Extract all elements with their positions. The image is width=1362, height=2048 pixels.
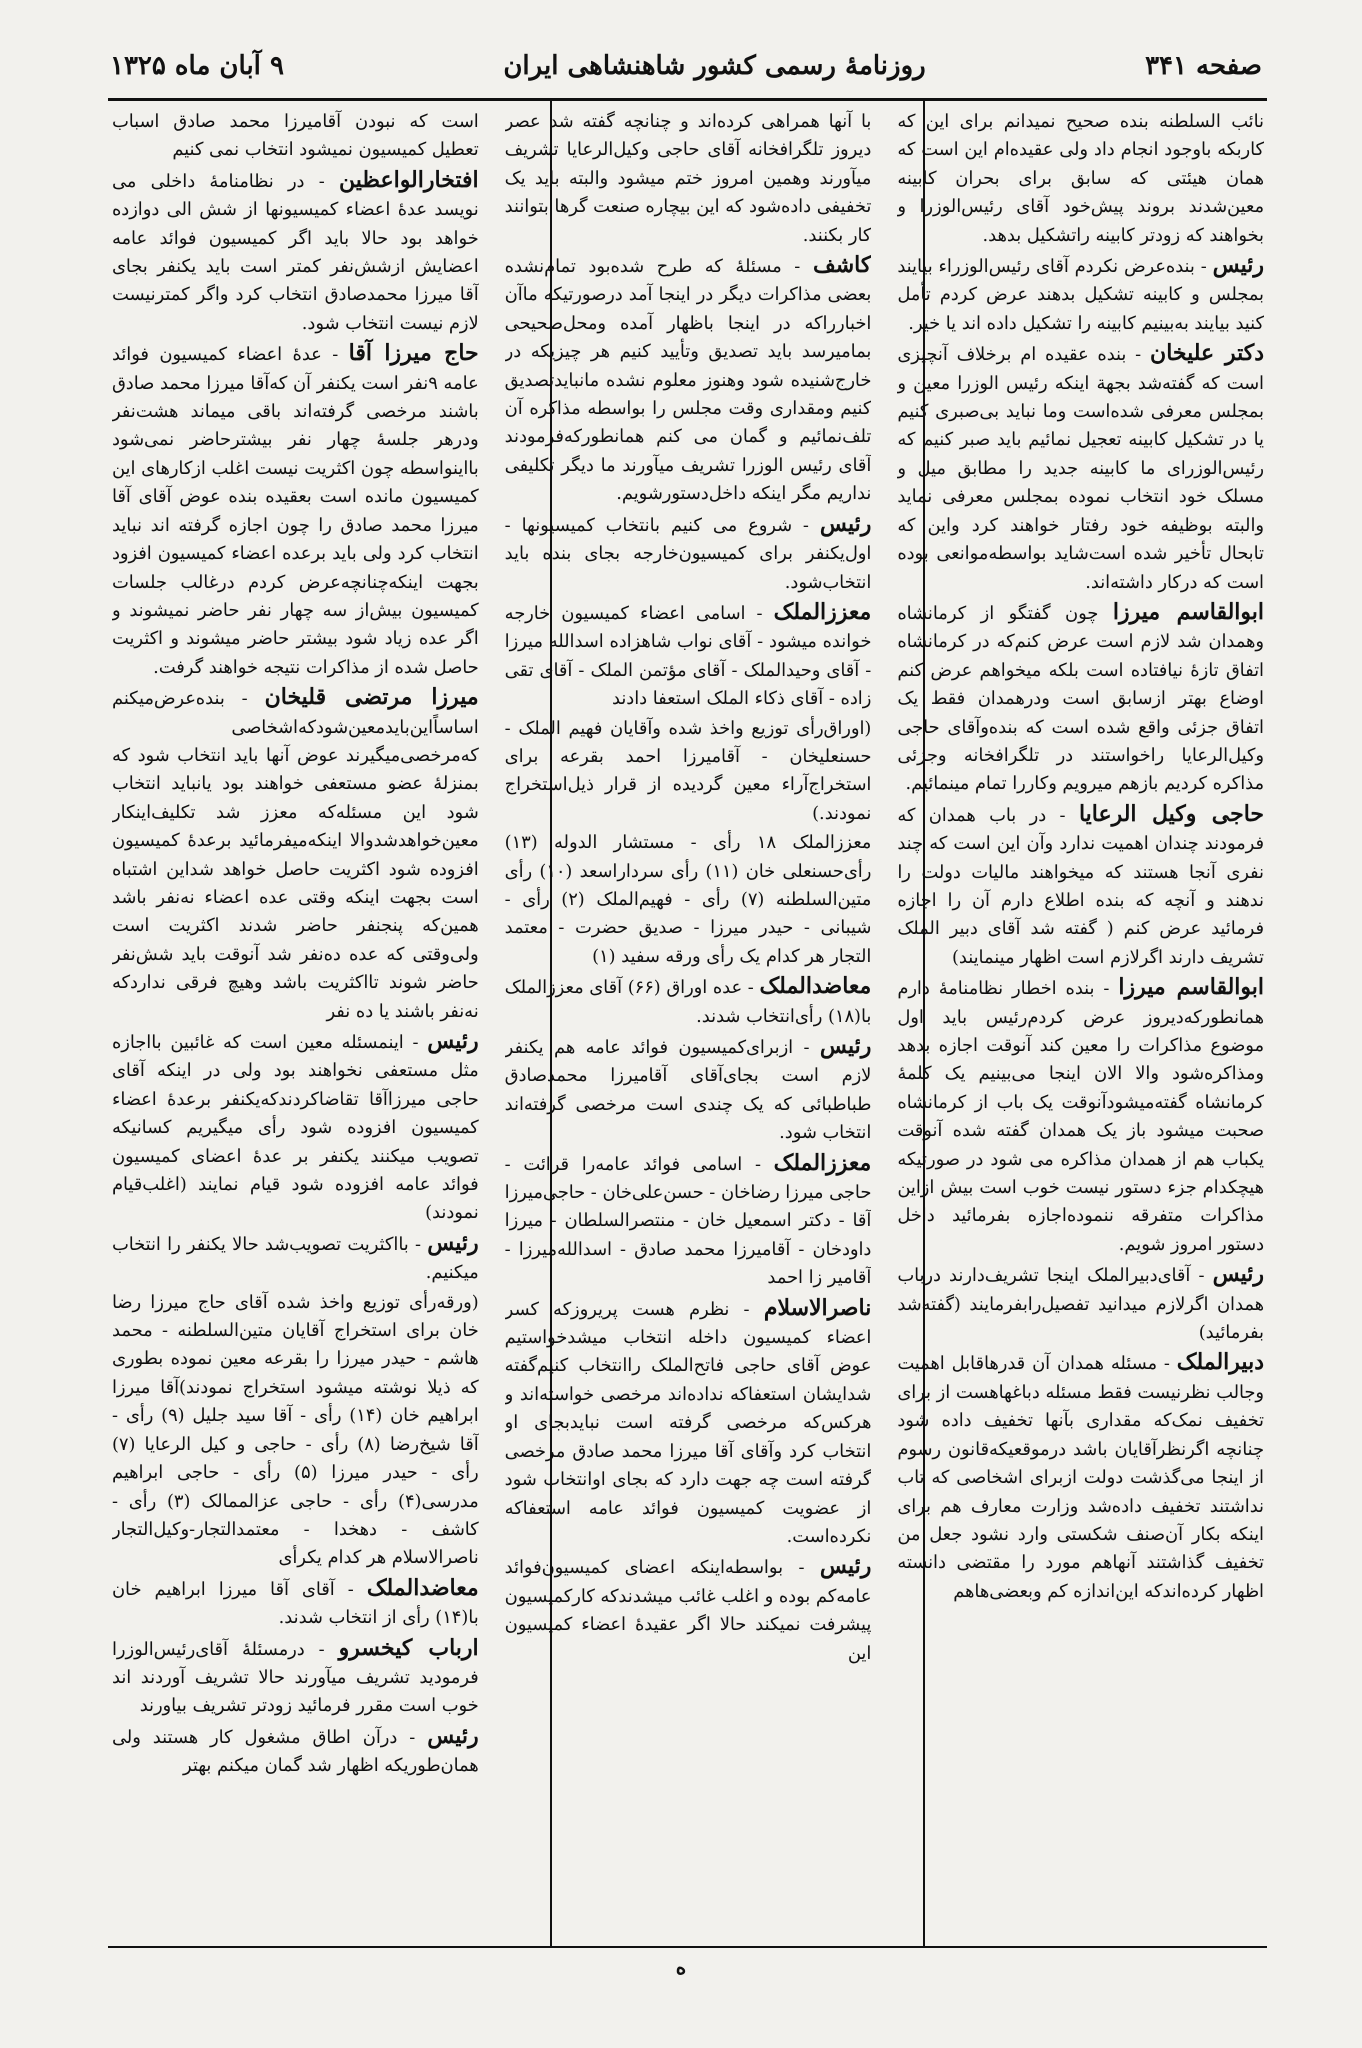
text-columns: [112, 108, 1264, 1938]
paragraph-text: - شروع می کنیم بانتخاب کمیسیونها - اول‌یکنفر برای کمیسیون‌خارجه بجای بنده باید انتخاب‌شود.: [504, 514, 872, 593]
paragraph-text: نائب السلطنه بنده صحیح نمیدانم برای این که کاربکه باوجود انجام داد ولی عقیده‌ام این است که همان هیئتی که سابق برای بحران کابینه معین‌شدند بروند پیش‌خود آقای رئیس‌الوزرا و بخواهند که زودتر کابینه راتشکیل بدهد.: [897, 111, 1264, 246]
paragraph-text: چون گفتگو از کرمانشاه وهمدان شد لازم است عرض کنم‌که در کرمانشاه اتفاق تازهٔ نیافتاده است بلکه میخواهم عرض کنم اوضاع بهتر ازسابق است ودرهمدان فقط یک اتفاق جزئی واقع شده است که بنده‌وآقای حاجی وکیل‌الرعایا راخواستند در تلگرافخانه وجزئی مذاکره کردیم بازهم میرویم وکاررا تمام مینمائیم.: [897, 602, 1264, 795]
speaker-name: حاج میرزا آقا: [348, 340, 479, 367]
paragraph-text: - بنده‌عرض‌میکنم اساساًاین‌بایدمعین‌شودکه‌اشخاصی که‌مرخصی‌میگیرند عوض آنها باید انتخاب شود که بمنزلهٔ عضو مستعفی خواهند بود یانباید انتخاب شود این مسئله‌که معزز شد تکلیف‌اینکار معین‌خواهدشدوالا اینکه‌میفرمائید برعدهٔ کمیسیون افزوده شود اکثریت حاصل خواهد شداین اشتباه است بجهت اینکه وقتی عده اعضاء نه‌نفر باشد همین‌که پنجنفر حاضر شدند اکثریت است ولی‌وقتی که عده ده‌نفر شد آنوقت باید شش‌نفر حاضر شوند تااکثریت باشد وهیچ فرقی نداردکه نه‌نفر باشند یا ده نفر: [111, 688, 479, 1022]
paragraph: [112, 108, 479, 165]
speaker-name: رئیس: [819, 1553, 872, 1580]
paragraph-text: - عده اوراق (۶۶) آقای معززالملک با(۱۸) رأی‌انتخاب شدند.: [504, 977, 872, 1027]
paragraph: [505, 1552, 872, 1668]
speaker-name: میرزا مرتضی قلیخان: [264, 684, 479, 711]
speaker-name: ابوالقاسم میرزا: [1118, 974, 1264, 1001]
paragraph-text: - مسئلهٔ که طرح شده‌بود تمام‌نشده بعضی مذاکرات دیگر در اینجا آمد درصورتیکه ماآن اخبارراکه در اینجا باظهار آمده ومحل‌صحیحی بمامیرسد باید تصدیق وتأیید کنیم هر چیزیکه در خارج‌شنیده شود وهنوز معلوم نشده مانباید‌تصدیق کنیم ومقداری وقت مجلس را بواسطه مذاکره آن تلف‌نمائیم و گمان می کنم همانطورکه‌فرمودند آقای رئیس الوزرا تشریف میآورند ما دیگر تکلیفی نداریم مگر اینکه داخل‌دستورشویم.: [504, 256, 872, 505]
paragraph: [505, 1032, 872, 1148]
paragraph-text: - بنده‌عرض نکردم آقای رئیس‌الوزراء بیایند بمجلس و کابینه تشکیل بدهند عرض کردم تأمل کنید بیایند به‌بینیم کابینه را تشکیل داده اند یا خیر.: [897, 256, 1264, 334]
paragraph-text: - بنده عقیده ام برخلاف آنچیزی است که گفته‌شد بجهة اینکه رئیس الوزرا معین و بمجلس معرفی شده‌است وما نباید بی‌صبری کنیم یا در تشکیل کابینه تعجیل نمائیم باید صبر کنیم که رئیس‌الوزرای ما کابینه جدید را مطابق میل و مسلک خود انتخاب نموده بمجلس معرفی نماید والبته بوظیفه خود رفتار خواهند کرد واین که تابحال تأخیر شده است‌شاید بواسطه‌موانعی بوده است که درکار داشته‌اند.: [897, 344, 1264, 593]
paragraph: [112, 1027, 479, 1228]
speaker-name: دبیرالملک: [1176, 1349, 1264, 1376]
page-number: صفحه ۳۴۱: [1145, 51, 1262, 81]
paragraph-text: - در نظامنامهٔ داخلی می نویسد عدهٔ اعضاء کمیسیونها از شش الی دوازده خواهد بود حالا باید اگر کمیسیون فوائد عامه اعضایش ازشش‌نفر کمتر است باید یکنفر بجای آقا میرزا محمدصادق انتخاب کرد واگر کمترنیست لازم نیست انتخاب شود.: [111, 170, 479, 334]
paragraph-text: - بااکثریت تصویب‌شد حالا یکنفر را انتخاب میکنیم.: [111, 1233, 479, 1284]
paragraph-text: (اوراق‌رأی توزیع واخذ شده وآقایان فهیم الملک - حسنعلیخان - آقامیرزا احمد بقرعه برای استخراج‌آراء معین گردیده از قرار ذیل‌استخراج نمودند.): [504, 717, 872, 824]
paragraph: [897, 1348, 1264, 1606]
paragraph: [112, 1574, 479, 1633]
speaker-name: رئیس: [427, 1722, 479, 1749]
paragraph: [112, 1722, 479, 1781]
paragraph-text: - آقای آقا میرزا ابراهیم خان با(۱۴) رأی از انتخاب شدند.: [111, 1578, 479, 1629]
paragraph: [112, 683, 479, 1026]
paragraph-text: - عدهٔ اعضاء کمیسیون فوائد عامه ۹نفر است یکنفر آن که‌آقا میرزا محمد صادق باشند مرخصی گرفته‌اند باقی میماند هشت‌نفر ودرهر جلسهٔ چهار نفر بیشترحاضر نمی‌شود بااینواسطه چون اکثریت نیست اغلب ازکارهای این کمیسیون مانده است بعقیده بنده عوض آقای آقا میرزا محمد صادق را چون اجازه گرفته اند نباید انتخاب کرد ولی باید برعده اعضاء کمیسیون افزود بجهت اینکه‌چنانچه‌عرض کردم درغالب جلسات کمیسیون بیش‌از سه چهار نفر حاضر نمیشوند و اگر عده زیاد شود بیشتر حاضر میشوند و اکثریت حاصل شده از مذاکرات نتیجه خواهند گرفت.: [111, 344, 479, 678]
speaker-name: معززالملک: [773, 598, 872, 625]
speaker-name: ارباب کیخسرو: [338, 1634, 479, 1661]
paragraph-text: - اسامی اعضاء کمیسیون خارجه خوانده میشود - آقای نواب شاهزاده اسدالله میرزا - آقای وحیدالملک - آقای مؤتمن الملک - آقای تقی زاده - آقای ذکاء الملک استعفا دادند: [504, 602, 872, 710]
speaker-name: معاضدالملک: [759, 973, 872, 1000]
paragraph: [897, 251, 1264, 338]
speaker-name: رئیس: [427, 1229, 479, 1256]
speaker-name: رئیس: [819, 510, 872, 537]
paragraph-text: - بواسطه‌اینکه اعضای کمیسیون‌فوائد عامه‌کم بوده و اغلب غائب میشدندکه کارکمیسیون پیشرفت نمیکند حالا اگر عقیدهٔ اعضاء کمیسیون این: [504, 1557, 872, 1664]
speaker-name: رئیس: [819, 1033, 872, 1059]
paragraph: [505, 1294, 872, 1552]
header-rule: [108, 98, 1267, 101]
paragraph-text: - درآن اطاق مشغول کار هستند ولی همان‌طوریکه اظهار شد گمان میکنم بهتر: [111, 1726, 479, 1777]
paragraph: [505, 972, 872, 1031]
paragraph: [897, 339, 1264, 597]
speaker-name: افتخارالواعظین: [339, 166, 479, 193]
paragraph-text: - اسامی فوائد عامه‌را قرائت - حاجی میرزا رضاخان - حسن‌علی‌خان - حاجی‌میرزا آقا - دکتر اسمعیل خان - منتصرالسلطان - میرزا داودخان - آقامیرزا محمد صادق - اسدالله‌میرزا - آقامیر زا احمد: [504, 1153, 872, 1289]
paragraph-text: با آنها همراهی کرده‌اند و چنانچه گفته شد عصر دیروز تلگرافخانه آقای حاجی وکیل‌الرعایا تشریف میآورند وهمین امروز ختم میشود والبته باید یک تخفیفی داده‌شود که این بیچاره صنعت گرها بتوانند کار بکنند.: [504, 111, 872, 246]
paragraph: [112, 166, 479, 338]
paragraph: [112, 1229, 479, 1288]
paragraph-text: معززالملک ۱۸ رأی - مستشار الدوله (۱۳) رأی‌حسنعلی خان (۱۱) رأی سردار‌اسعد (۱۰) رأی متین‌السلطنه (۷) رأی - فهیم‌الملک (۲) رأی - شیبانی - حیدر میرزا - صدیق حضرت - معتمد التجار هر کدام یک رأی ورقه سفید (۱): [504, 832, 872, 967]
column-middle: [505, 108, 872, 1938]
paragraph: [505, 108, 872, 250]
speaker-name: معاضدالملک: [366, 1574, 479, 1601]
paragraph-text: - در باب همدان که فرمودند چندان اهمیت ندارد وآن این است که چند نفری آنجا هستند که میخواهند مالیات دولت را ندهند و آنچه که بنده اطلاع دارم آن را اجازه فرمائید عرض کنم ( گفته شد آقای دبیر الملک تشریف دارند اگرلازم است اظهار مینمایند): [897, 804, 1264, 968]
page-header: [110, 40, 1262, 92]
paragraph: [505, 1149, 872, 1293]
speaker-name: معززالملک: [773, 1149, 872, 1176]
paragraph-text: - نظرم هست پریروزکه کسر اعضاء کمیسیون داخله انتخاب میشدخواستیم عوض آقای حاجی فاتح‌الملک راانتخاب کنیم‌گفته شدایشان استعفاکه نداده‌اند مرخصی خواسته‌اند و هرکس‌که مرخصی گرفته است نبایدبجای او انتخاب کرد وآقای آقا میرزا محمد صادق مرخصی گرفته است چه جهت دارد که بجای اوانتخاب شود از عضویت کمیسیون فوائد عامه استعفاکه نکرده‌است.: [504, 1298, 872, 1547]
issue-date: ۹ آبان ماه ۱۳۲۵: [110, 51, 284, 81]
paragraph: [897, 973, 1264, 1259]
column-right: [897, 108, 1264, 1938]
paragraph: [112, 1634, 479, 1721]
speaker-name: حاجی وکیل الرعایا: [1078, 800, 1264, 827]
paragraph-text: - آقای‌دبیرالملک اینجا تشریف‌دارند درباب همدان اگرلازم میدانید تفصیل‌رابفرمایند (گفته‌شد بفرمائید): [897, 1265, 1264, 1344]
paragraph-text: - مسئله همدان آن قدرهاقابل اهمیت وجالب نظرنیست فقط مسئله دباغهاهست از برای تخفیف نمک‌که مقداری بآنها تخفیف داده شود چنانچه اگرنظرآقایان باشد درموقعیکه‌قانون رسوم از اینجا می‌گذشت دولت ازبرای اشخاصی که تاب نداشتند تخفیف داده‌شد وزارت معارف هم برای اینکه بکار آن‌صنف شکستی وارد نشود جعل من تخفیف گذاشتند آنهاهم مورد را مقتضی دانسته اظهار کرده‌اندکه این‌اندازه کم وبعضی‌هاهم: [897, 1353, 1264, 1602]
paragraph-text: - اینمسئله معین است که غائبین بااجازه مثل مستعفی نخواهند بود ولی در اینکه آقای حاجی میرزاآقا تقاضاکردندکه‌یکنفر برعدهٔ اعضاء کمیسیون افزوده شود رأی میگیریم کسانیکه تصویب میکنند یکنفر بر عدهٔ اعضای کمیسیون فوائد عامه افزوده شود قیام نمایند (اغلب‌قیام نمودند): [111, 1032, 479, 1224]
paragraph: [897, 598, 1264, 799]
speaker-name: رئیس: [1212, 1261, 1264, 1288]
newspaper-title: روزنامهٔ رسمی کشور شاهنشاهی ایران: [503, 51, 926, 81]
paragraph-text: است که نبودن آقامیرزا محمد صادق اسباب تعطیل کمیسیون نمیشود انتخاب نمی کنیم: [111, 111, 479, 161]
speaker-name: رئیس: [427, 1028, 479, 1054]
paragraph: [112, 339, 479, 682]
paragraph: [505, 510, 872, 597]
paragraph-text: - ازبرای‌کمیسیون فوائد عامه هم یکنفر لازم است بجای‌آقای آقامیرزا محمدصادق طباطبائی که یک چندی است مرخصی گرفته‌اند انتخاب شود.: [504, 1037, 872, 1144]
column-left: [112, 108, 479, 1938]
speaker-name: رئیس: [1212, 252, 1264, 279]
paragraph: [897, 108, 1264, 250]
paragraph-text: (ورقه‌رأی توزیع واخذ شده آقای حاج میرزا رضا خان برای استخراج آقایان متین‌السلطنه - محمد هاشم - حیدر میرزا را بقرعه معین نموده بطوری که ذیلا نوشته میشود استخراج نمودند)آقا میرزا ابراهیم خان (۱۴) رأی - آقا سید جلیل (۹) رأی - آقا شیخ‌رضا (۸) رأی - حاجی و کیل الرعایا (۷) رأی - حیدر میرزا (۵) رأی - حاجی ابراهیم مدرسی(۴) رأی - حاجی عزالممالک (۳) رأی - کاشف - دهخدا - معتمدالتجار-وکیل‌التجار ناصرالاسلام هر کدام یکرأی: [111, 1291, 479, 1569]
paragraph: [505, 598, 872, 714]
paragraph: [897, 800, 1264, 972]
speaker-name: ناصرالاسلام: [763, 1294, 872, 1321]
speaker-name: کاشف: [812, 252, 872, 279]
paragraph: [505, 251, 872, 509]
paragraph-text: - درمسئلهٔ آقای‌رئیس‌الوزرا فرمودید تشریف میآورند حالا تشریف آوردند اند خوب است مقرر فرمائید زودتر تشریف بیاورند: [111, 1638, 479, 1717]
paragraph: [112, 1289, 479, 1573]
page-mark: ه: [675, 1955, 687, 1979]
paragraph: [505, 829, 872, 971]
paragraph-text: - بنده اخطار نظامنامهٔ دارم همانطورکه‌دیروز عرض کردم‌رئیس باید اول موضوع مذاکرات را معین کند آنوقت اجازه بدهد ومذاکره‌شود والا الان اینجا می‌بینیم یک کلمهٔ کرمانشاه گفته‌میشودآنوقت یک باب از کرمانشاه صحبت میشود باز یک همدان گفته شده آنوقت یکباب هم از همدان مذاکره می شود در صورتیکه هیچکدام جزء دستور نیست خوب است بیش ازاین مذاکرات متفرقه ننموده‌اجازه بفرمائید داخل دستور امروز شویم.: [897, 978, 1264, 1255]
paragraph: [897, 1260, 1264, 1347]
speaker-name: دکتر علیخان: [1150, 340, 1264, 367]
speaker-name: ابوالقاسم میرزا: [1112, 598, 1264, 625]
paragraph: [505, 715, 872, 829]
footer-rule: [108, 1946, 1267, 1948]
